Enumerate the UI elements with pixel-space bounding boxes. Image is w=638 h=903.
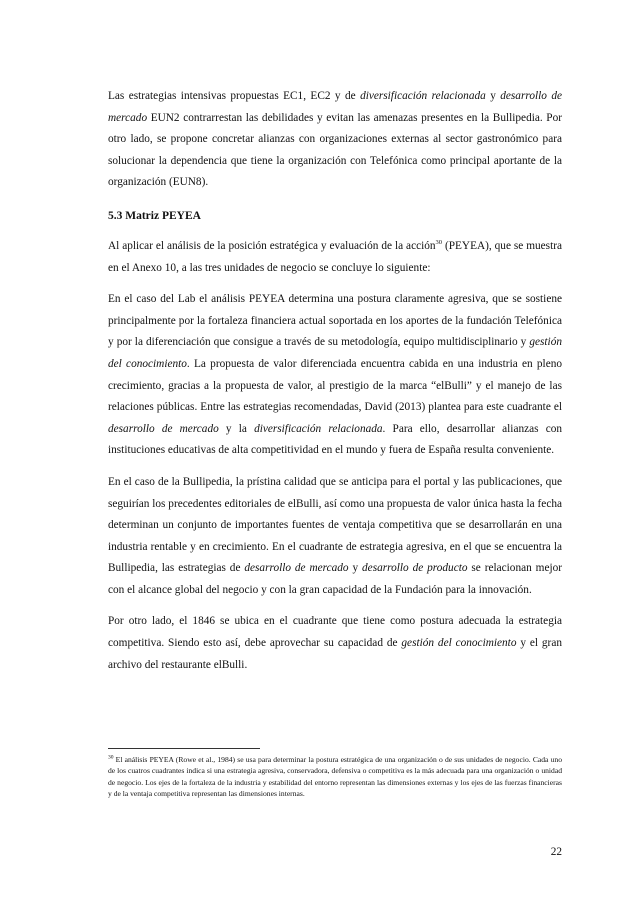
text-run: y el gran archivo del restaurante elBulli. — [108, 637, 562, 671]
footnote-ref[interactable]: 30 — [435, 239, 443, 247]
text-run: En el caso de la Bullipedia, la prístina calidad que se anticipa para el portal y las publicaciones, que seguirían los precedentes editoriales de elBulli, así como una propuesta de valor única hasta la fecha determinan un conjunto de importantes fuentes de ventaja competitiva que se desarrollarán en una industria rentable y en crecimiento. En el cuadrante de estrategia agresiva, en el que se encuentra la Bullipedia, las estrategias de — [108, 475, 562, 575]
text-run: y — [348, 562, 363, 575]
footnote-number: 30 — [108, 754, 114, 761]
text-run: . Para ello, desarrollar alianzas con instituciones educativas de alta competitividad en el mundo y fuera de España resulta conveniente. — [108, 422, 563, 457]
paragraph-bullipedia — [108, 472, 562, 602]
section-heading: 5.3 Matriz PEYEA — [108, 209, 201, 222]
italic-term: desarrollo de mercado — [108, 90, 562, 124]
italic-term: diversificación relacionada — [254, 422, 383, 435]
paragraph-strategies — [108, 86, 562, 194]
footnote-text: El análisis PEYEA (Rowe et al., 1984) se usa para determinar la postura estratégica de una organización o de sus unidades de negocio. Cada uno de los cuatros cuadrantes indica si una estrategia agresiva, conservadora, defensiva o competitiva es la más adecuada para una organización o unidad de negocio. Los ejes de la fortaleza de la industria y estabilidad del entorno representan las dimensiones externas y los ejes de las fuerzas financieras y de la ventaja competitiva representan las dimensiones internas. — [108, 755, 562, 799]
italic-term: desarrollo de mercado — [108, 422, 219, 435]
text-run: En el caso del Lab el análisis PEYEA determina una postura claramente agresiva, que se sostiene principalmente por la fortaleza financiera actual soportada en los aportes de la fundación Telefónica y por la diferenciación que consigue a través de su metodología, equipo multidisciplinario y — [108, 293, 562, 349]
text-run: Las estrategias intensivas propuestas EC1, EC2 y de — [108, 90, 361, 102]
italic-term: gestión del conocimiento — [108, 336, 562, 370]
paragraph-lab — [108, 289, 562, 462]
italic-term: desarrollo de mercado — [244, 562, 349, 575]
paragraph-peyea-intro — [108, 236, 562, 279]
text-run: Por otro lado, el 1846 se ubica en el cuadrante que tiene como postura adecuada la estrategia competitiva. Siendo esto así, debe aprovechar su capacidad de — [108, 615, 562, 650]
text-run: Al aplicar el análisis de la posición estratégica y evaluación de la acción — [108, 239, 436, 252]
italic-term: desarrollo de producto — [362, 562, 468, 575]
text-run: y la — [218, 422, 255, 435]
page-number: 22 — [550, 846, 562, 858]
italic-term: diversificación relacionada — [360, 90, 486, 102]
text-run: EUN2 contrarrestan las debilidades y evitan las amenazas presentes en la Bullipedia. Por otro lado, se propone concretar alianzas con organizaciones externas al sector gastronómico para solucionar la dependencia que tiene la organización con Telefónica como principal aportante de la organización (EUN8). — [108, 111, 562, 189]
text-run: se relacionan mejor con el alcance global del negocio y con la gran capacidad de la Fundación para la innovación. — [108, 562, 563, 596]
text-run: (PEYEA), que se muestra en el Anexo 10, a las tres unidades de negocio se concluye lo siguiente: — [108, 239, 562, 274]
body-text — [108, 86, 562, 686]
paragraph-1846 — [108, 611, 562, 676]
footnote-divider — [108, 748, 260, 749]
italic-term: gestión del conocimiento — [401, 637, 517, 650]
footnote — [108, 754, 562, 800]
text-run: . La propuesta de valor diferenciada encuentra cabida en una industria en pleno crecimiento, gracias a la propuesta de valor, al prestigio de la marca “elBulli” y el manejo de las relaciones públicas. Entre las estrategias recomendadas, David (2013) plantea para este cuadrante el — [108, 357, 563, 414]
text-run: y — [485, 90, 501, 102]
